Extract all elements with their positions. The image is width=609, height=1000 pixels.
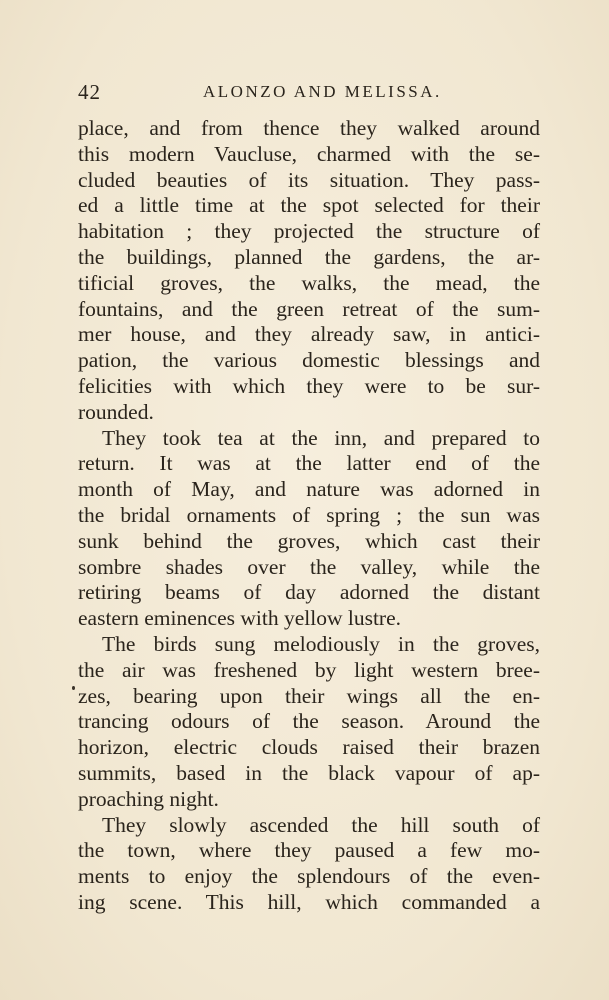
- text-line: fountains, and the green retreat of the sum-: [78, 296, 540, 321]
- text-line: cluded beauties of its situation. They pass-: [78, 167, 540, 192]
- text-line: sombre shades over the valley, while the: [78, 554, 540, 579]
- text-line: this modern Vaucluse, charmed with the se-: [78, 141, 540, 166]
- text-line: return. It was at the latter end of the: [78, 451, 540, 476]
- text-line: They took tea at the inn, and prepared to: [102, 425, 540, 450]
- text-line: month of May, and nature was adorned in: [78, 477, 540, 502]
- text-line: the air was freshened by light western bree-: [78, 657, 540, 682]
- page-number: 42: [78, 80, 101, 104]
- text-line: rounded.: [78, 399, 154, 424]
- text-line: tificial groves, the walks, the mead, the: [78, 270, 540, 295]
- text-line: proaching night.: [78, 786, 219, 811]
- ink-blemish: [72, 686, 75, 690]
- text-line: horizon, electric clouds raised their brazen: [78, 735, 540, 760]
- text-line: the buildings, planned the gardens, the ar-: [78, 244, 540, 269]
- text-line: ments to enjoy the splendours of the even-: [78, 864, 540, 889]
- text-line: habitation ; they projected the structure of: [78, 219, 540, 244]
- text-line: summits, based in the black vapour of ap-: [78, 760, 540, 785]
- text-line: felicities with which they were to be sur-: [78, 373, 540, 398]
- text-line: the town, where they paused a few mo-: [78, 838, 540, 863]
- text-line: zes, bearing upon their wings all the en-: [78, 683, 540, 708]
- text-line: They slowly ascended the hill south of: [102, 812, 540, 837]
- text-line: pation, the various domestic blessings and: [78, 348, 540, 373]
- text-line: the bridal ornaments of spring ; the sun was: [78, 502, 540, 527]
- page-header: [78, 80, 538, 106]
- body-text: [78, 116, 540, 916]
- text-line: trancing odours of the season. Around the: [78, 709, 540, 734]
- text-line: mer house, and they already saw, in antici-: [78, 322, 540, 347]
- text-line: ing scene. This hill, which commanded a: [78, 889, 540, 914]
- text-line: place, and from thence they walked around: [78, 116, 540, 140]
- text-line: retiring beams of day adorned the distant: [78, 580, 540, 605]
- text-line: eastern eminences with yellow lustre.: [78, 606, 401, 631]
- text-line: ed a little time at the spot selected for their: [78, 193, 540, 218]
- running-title: ALONZO AND MELISSA.: [203, 82, 442, 101]
- text-line: The birds sung melodiously in the groves,: [102, 631, 540, 656]
- text-line: sunk behind the groves, which cast their: [78, 528, 540, 553]
